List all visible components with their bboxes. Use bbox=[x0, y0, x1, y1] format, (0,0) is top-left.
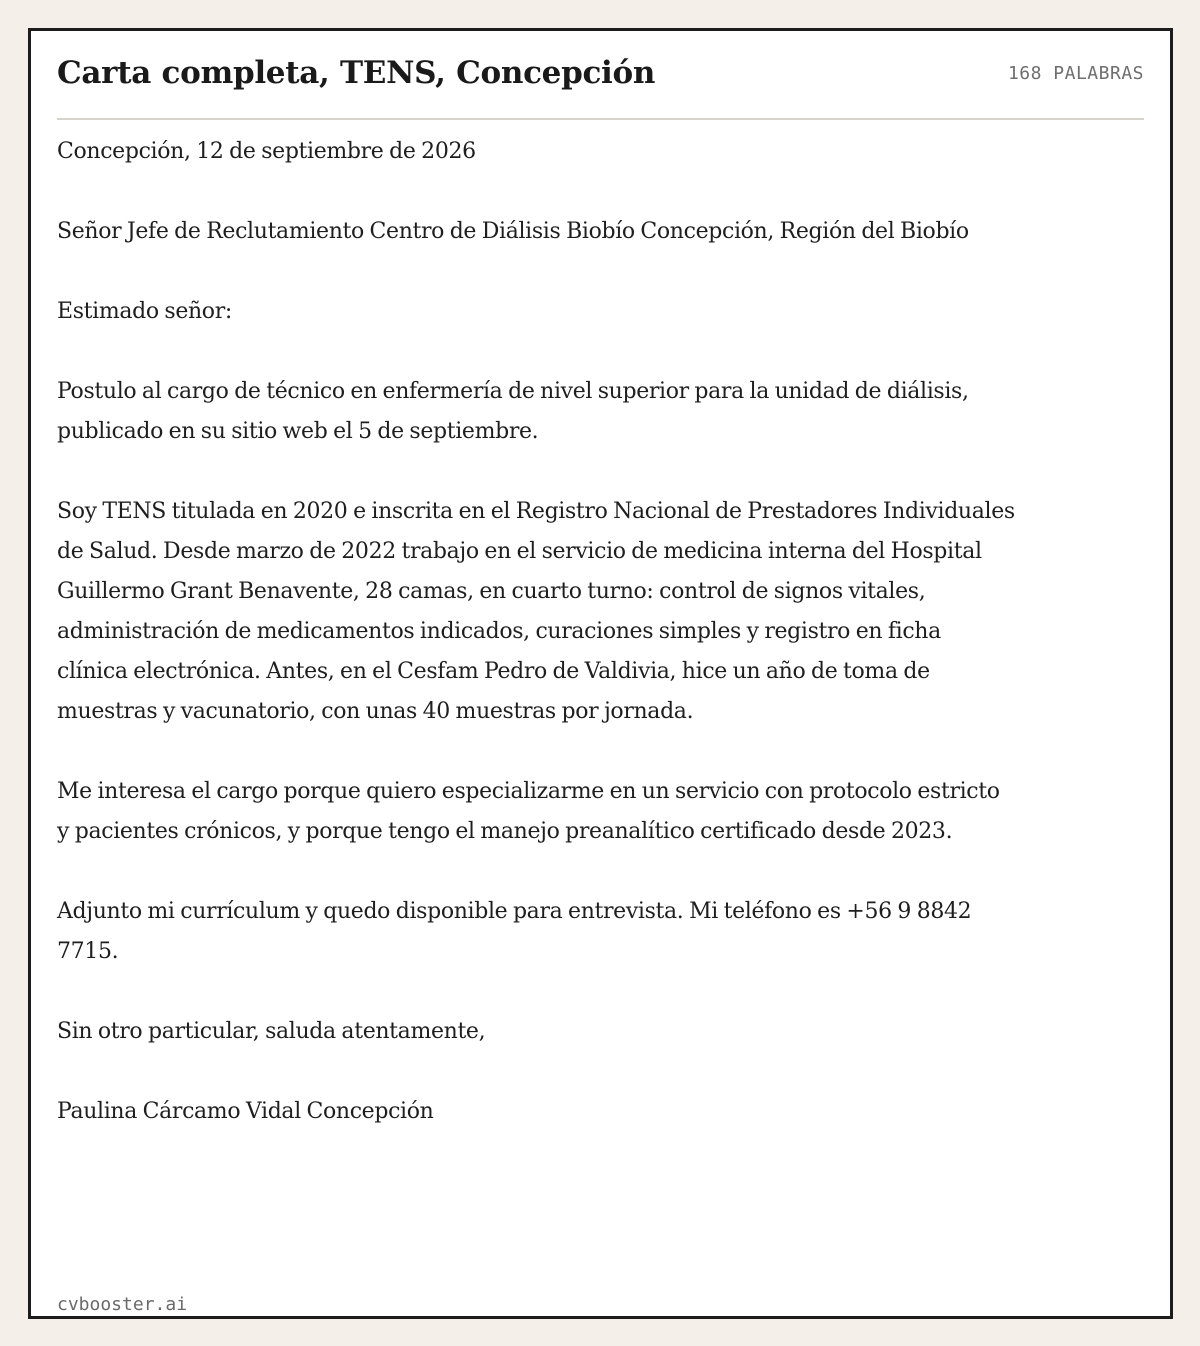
letter-signature: Paulina Cárcamo Vidal Concepción bbox=[57, 1099, 434, 1124]
letter-header bbox=[57, 31, 1144, 120]
letter-body bbox=[57, 132, 1017, 1132]
letter-paragraph-motivation: Me interesa el cargo porque quiero especializarme en un servicio con protocolo estricto y pacientes crónicos, y porque tengo el manejo preanalítico certificado desde 2023. bbox=[57, 779, 1000, 844]
letter-date: Concepción, 12 de septiembre de 2026 bbox=[57, 139, 476, 164]
word-count-badge: 168 PALABRAS bbox=[1007, 63, 1144, 84]
letter-closing: Sin otro particular, saluda atentamente, bbox=[57, 1019, 486, 1044]
page-title: Carta completa, TENS, Concepción bbox=[57, 55, 656, 91]
brand-footer: cvbooster.ai bbox=[57, 1294, 188, 1315]
letter-paragraph-experience: Soy TENS titulada en 2020 e inscrita en el Registro Nacional de Prestadores Individuales de Salud. Desde marzo de 2022 trabajo en el servicio de medicina interna del Hospital Guillermo Grant Benavente, 28 camas, en cuarto turno: control de signos vitales, administración de medicamentos indicados, curaciones simples y registro en ficha clínica electrónica. Antes, en el Cesfam Pedro de Valdivia, hice un año de toma de muestras y vacunatorio, con unas 40 muestras por jornada. bbox=[57, 499, 1015, 724]
letter-paragraph-intro: Postulo al cargo de técnico en enfermería de nivel superior para la unidad de diálisis, publicado en su sitio web el 5 de septiembre. bbox=[57, 379, 969, 444]
letter-salutation: Estimado señor: bbox=[57, 299, 232, 324]
letter-card bbox=[28, 28, 1173, 1319]
letter-paragraph-contact: Adjunto mi currículum y quedo disponible para entrevista. Mi teléfono es +56 9 8842 7715. bbox=[57, 899, 972, 964]
letter-recipient: Señor Jefe de Reclutamiento Centro de Diálisis Biobío Concepción, Región del Biobío bbox=[57, 219, 969, 244]
